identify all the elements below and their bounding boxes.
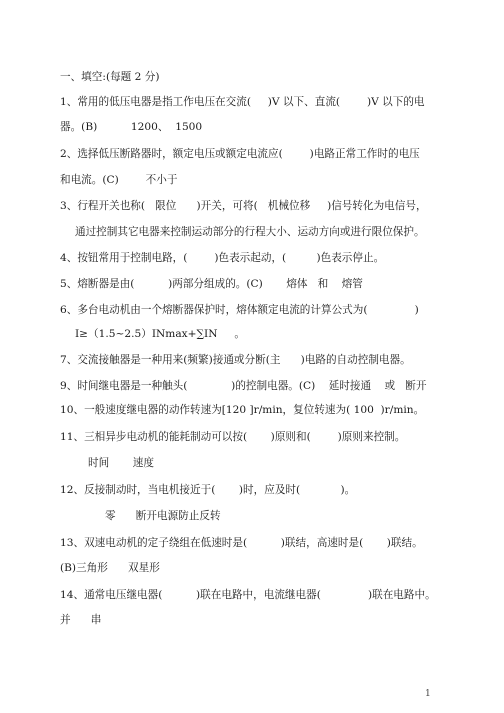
question-12-answer: 零 断开电源防止反转: [105, 510, 221, 522]
question-5: 5、熔断器是由( )两部分组成的。(C) 熔体 和 熔管: [60, 278, 363, 290]
question-2-line-2: 和电流。(C) 不小于: [60, 174, 178, 186]
section-title: 一、填空:(每题 2 分): [60, 71, 160, 83]
question-3-line-1: 3、行程开关也称( 限位 )开关，可将( 机械位移 )信号转化为电信号，: [60, 200, 427, 212]
question-7: 7、交流接触器是一种用来(频繁)接通或分断(主 )电路的自动控制电器。: [60, 354, 411, 366]
question-11-answer: 时间 速度: [88, 457, 154, 469]
page-number: 1: [425, 689, 431, 699]
question-10: 10、一般速度继电器的动作转速为[120 ]r/min，复位转速为( 100 )r/min。: [60, 404, 425, 416]
question-12: 12、反接制动时，当电机接近于( )时，应及时( )。: [60, 484, 356, 496]
question-2-line-1: 2、选择低压断路器时，额定电压或额定电流应( )电路正常工作时的电压: [60, 148, 420, 160]
question-14: 14、通常电压继电器( )联在电路中，电流继电器( )联在电路中。: [60, 589, 436, 601]
question-9: 9、时间继电器是一种触头( )的控制电器。(C) 延时接通 或 断开: [60, 380, 427, 392]
question-1-line-1: 1、常用的低压电器是指工作电压在交流( )V 以下、直流( )V 以下的电: [60, 96, 425, 108]
question-6-line-1: 6、多台电动机由一个熔断器保护时，熔体额定电流的计算公式为( ): [60, 304, 419, 316]
question-6-formula: I≥（1.5~2.5）INmax+∑IN 。: [75, 328, 245, 340]
question-11: 11、三相异步电动机的能耗制动可以按( )原则和( )原则来控制。: [60, 431, 406, 443]
question-4: 4、按钮常用于控制电路，( )色表示起动，( )色表示停止。: [60, 252, 385, 264]
question-1-line-2: 器。(B) 1200、 1500: [60, 121, 203, 133]
question-3-line-2: 通过控制其它电器来控制运动部分的行程大小、运动方向或进行限位保护。: [75, 226, 425, 238]
question-13: 13、双速电动机的定子绕组在低速时是( )联结，高速时是( )联结。: [60, 537, 423, 549]
question-13-answer: (B)三角形 双星形: [60, 562, 160, 574]
question-14-answer: 并 串: [60, 614, 102, 626]
